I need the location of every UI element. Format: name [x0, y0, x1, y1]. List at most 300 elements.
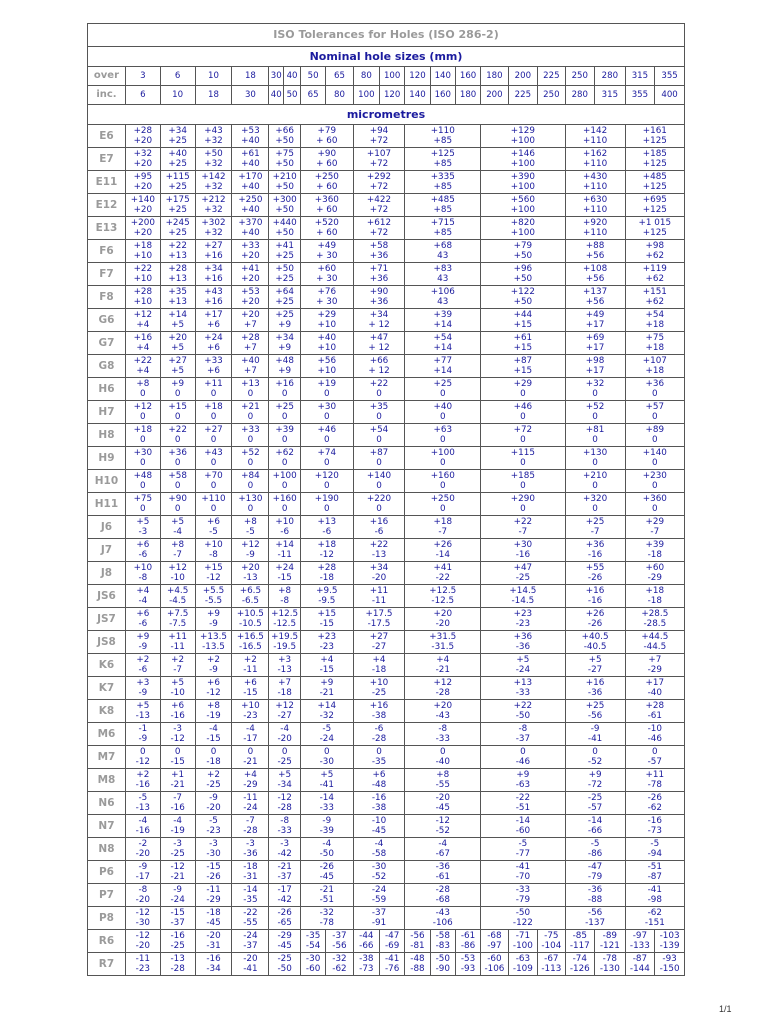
lower-deviation: +50	[513, 274, 533, 284]
tolerance-cell	[565, 447, 625, 470]
upper-deviation: -48	[410, 954, 425, 964]
upper-deviation: +292	[366, 172, 392, 182]
tolerance-cell	[160, 309, 195, 332]
lower-deviation: +4	[136, 320, 150, 330]
tolerance-class-label: M6	[88, 723, 126, 746]
upper-deviation: -78	[602, 954, 618, 964]
lower-deviation: +14	[433, 320, 453, 330]
table-row	[88, 723, 685, 746]
tolerance-cell	[300, 470, 353, 493]
lower-deviation: -28.5	[643, 619, 667, 629]
tolerance-cell	[125, 194, 160, 217]
upper-deviation: -8	[438, 724, 448, 734]
table-row	[88, 470, 685, 493]
upper-deviation: +79	[317, 126, 337, 136]
table-row	[88, 447, 685, 470]
tolerance-cell	[160, 838, 195, 861]
lower-deviation: -51	[515, 803, 531, 813]
upper-deviation: +71	[369, 264, 389, 274]
tolerance-cell	[160, 286, 195, 309]
upper-deviation: +16	[133, 333, 153, 343]
upper-deviation: -37	[332, 931, 347, 941]
tolerance-cell	[269, 332, 301, 355]
over-size-cell: 180	[481, 67, 508, 86]
tolerance-cell	[125, 884, 160, 907]
lower-deviation: 0	[324, 504, 330, 514]
tolerance-cell	[300, 194, 353, 217]
tolerance-cell	[565, 585, 625, 608]
upper-deviation: +6.5	[239, 586, 262, 596]
tolerance-cell	[300, 263, 353, 286]
tolerance-cell	[125, 631, 160, 654]
upper-deviation: -16	[647, 816, 662, 826]
tolerance-cell	[269, 171, 301, 194]
tolerance-cell	[269, 355, 301, 378]
lower-deviation: -139	[659, 941, 680, 951]
tolerance-cell	[405, 401, 481, 424]
lower-deviation: -54	[305, 941, 321, 951]
lower-deviation: -81	[410, 941, 425, 951]
upper-deviation: +12	[133, 310, 153, 320]
tolerance-cell	[232, 516, 269, 539]
upper-deviation: +68	[433, 241, 453, 251]
tolerance-cell	[195, 355, 232, 378]
upper-deviation: -56	[587, 908, 603, 918]
tolerance-cell	[125, 148, 160, 171]
upper-deviation: +61	[513, 333, 533, 343]
lower-deviation: -26	[206, 872, 221, 882]
table-row	[88, 148, 685, 171]
table-row	[88, 539, 685, 562]
upper-deviation: +9	[320, 678, 334, 688]
upper-deviation: +28	[241, 333, 260, 343]
tolerance-cell	[565, 723, 625, 746]
lower-deviation: -6	[138, 619, 148, 629]
upper-deviation: +46	[513, 402, 533, 412]
tolerance-cell	[232, 470, 269, 493]
upper-deviation: +95	[133, 172, 153, 182]
upper-deviation: +52	[585, 402, 605, 412]
tolerance-cell	[232, 125, 269, 148]
upper-deviation: +161	[642, 126, 667, 136]
lower-deviation: 0	[247, 412, 254, 422]
over-size-cell: 100	[380, 67, 405, 86]
upper-deviation: +25	[275, 402, 294, 412]
lower-deviation: +50	[513, 251, 533, 261]
upper-deviation: +27	[204, 241, 223, 251]
table-row	[88, 424, 685, 447]
lower-deviation: -48	[371, 780, 387, 790]
tolerance-class-label: E11	[88, 171, 126, 194]
lower-deviation: -15	[277, 573, 292, 583]
tolerance-cell	[160, 953, 195, 976]
tolerance-cell	[125, 769, 160, 792]
lower-deviation: +32	[204, 136, 223, 146]
tolerance-cell	[353, 263, 405, 286]
lower-deviation: -12.5	[273, 619, 297, 629]
upper-deviation: 0	[140, 747, 146, 757]
tolerance-cell	[430, 930, 455, 953]
upper-deviation: -6	[374, 724, 384, 734]
lower-deviation: -32	[319, 711, 334, 721]
lower-deviation: -18	[647, 550, 662, 560]
lower-deviation: -7	[173, 665, 183, 675]
upper-deviation: -58	[435, 931, 450, 941]
tolerance-cell	[125, 654, 160, 677]
inc-size-cell: 10	[160, 86, 195, 105]
lower-deviation: +72	[369, 228, 389, 238]
over-size-cell: 10	[195, 67, 232, 86]
lower-deviation: -93	[460, 964, 476, 974]
lower-deviation: +7	[243, 366, 257, 376]
tolerance-cell	[430, 953, 455, 976]
tolerance-cell	[565, 631, 625, 654]
upper-deviation: +20	[241, 310, 260, 320]
tolerance-cell	[269, 470, 301, 493]
upper-deviation: +20	[433, 701, 453, 711]
lower-deviation: +85	[433, 182, 453, 192]
tolerance-cell	[125, 378, 160, 401]
upper-deviation: +8	[243, 517, 257, 527]
upper-deviation: -16	[170, 931, 185, 941]
tolerance-cell	[125, 700, 160, 723]
upper-deviation: -5	[650, 839, 660, 849]
lower-deviation: -86	[587, 849, 603, 859]
upper-deviation: +60	[645, 563, 665, 573]
lower-deviation: -33	[277, 826, 292, 836]
lower-deviation: -43	[435, 711, 450, 721]
lower-deviation: +17	[585, 320, 605, 330]
lower-deviation: + 30	[316, 274, 338, 284]
inc-size-cell: 30	[232, 86, 269, 105]
lower-deviation: -20	[371, 573, 387, 583]
upper-deviation: +3	[278, 655, 292, 665]
lower-deviation: -23	[243, 711, 258, 721]
upper-deviation: +22	[168, 241, 187, 251]
lower-deviation: 0	[210, 435, 217, 445]
lower-deviation: -10	[170, 573, 185, 583]
tolerance-class-label: M7	[88, 746, 126, 769]
lower-deviation: -126	[569, 964, 590, 974]
upper-deviation: +200	[130, 218, 155, 228]
tolerance-class-label: H10	[88, 470, 126, 493]
upper-deviation: +90	[369, 287, 389, 297]
tolerance-cell	[125, 424, 160, 447]
tolerance-cell	[481, 332, 565, 355]
tolerance-cell	[160, 447, 195, 470]
upper-deviation: -17	[277, 885, 292, 895]
upper-deviation: +422	[366, 195, 392, 205]
upper-deviation: +63	[433, 425, 453, 435]
tolerance-class-label: E12	[88, 194, 126, 217]
tolerance-cell	[160, 148, 195, 171]
lower-deviation: +9	[278, 366, 292, 376]
tolerance-cell	[195, 378, 232, 401]
tolerance-cell	[300, 217, 353, 240]
tolerance-cell	[160, 654, 195, 677]
upper-deviation: -3	[246, 839, 255, 849]
tolerance-class-label: K8	[88, 700, 126, 723]
tolerance-cell	[300, 171, 353, 194]
inc-size-cell: 225	[508, 86, 538, 105]
upper-deviation: -16	[206, 954, 221, 964]
upper-deviation: +175	[165, 195, 190, 205]
lower-deviation: +110	[583, 159, 608, 169]
lower-deviation: +6	[207, 343, 220, 353]
lower-deviation: -18	[371, 665, 387, 675]
upper-deviation: -37	[371, 908, 387, 918]
lower-deviation: -33	[319, 803, 334, 813]
upper-deviation: +190	[314, 494, 339, 504]
iso-tolerance-table	[87, 23, 685, 976]
upper-deviation: +162	[583, 149, 608, 159]
lower-deviation: 0	[520, 389, 526, 399]
table-row	[88, 585, 685, 608]
tolerance-cell	[353, 171, 405, 194]
lower-deviation: -18	[647, 596, 662, 606]
tolerance-cell	[565, 907, 625, 930]
tolerance-cell	[405, 723, 481, 746]
lower-deviation: -28	[435, 688, 450, 698]
upper-deviation: +31.5	[429, 632, 457, 642]
lower-deviation: -109	[512, 964, 533, 974]
tolerance-cell	[481, 309, 565, 332]
tolerance-cell	[195, 401, 232, 424]
tolerance-cell	[565, 148, 625, 171]
inc-size-cell: 18	[195, 86, 232, 105]
tolerance-cell	[508, 930, 538, 953]
tolerance-cell	[125, 355, 160, 378]
tolerance-cell	[269, 884, 301, 907]
lower-deviation: 0	[281, 412, 288, 422]
lower-deviation: +56	[585, 297, 605, 307]
lower-deviation: -55	[243, 918, 258, 928]
upper-deviation: -7	[173, 793, 183, 803]
lower-deviation: -28	[243, 826, 258, 836]
tolerance-cell	[565, 953, 595, 976]
lower-deviation: -10.5	[239, 619, 262, 629]
lower-deviation: 43	[437, 297, 449, 307]
tolerance-class-label: H11	[88, 493, 126, 516]
lower-deviation: -77	[515, 849, 531, 859]
lower-deviation: -137	[585, 918, 606, 928]
tolerance-class-label: J7	[88, 539, 126, 562]
tolerance-cell	[481, 654, 565, 677]
tolerance-cell	[353, 539, 405, 562]
upper-deviation: +7.5	[166, 609, 189, 619]
tolerance-cell	[481, 401, 565, 424]
lower-deviation: -6	[374, 527, 384, 537]
lower-deviation: -79	[515, 895, 531, 905]
tolerance-cell	[195, 286, 232, 309]
upper-deviation: +2	[136, 770, 150, 780]
tolerance-cell	[160, 608, 195, 631]
lower-deviation: 0	[324, 389, 330, 399]
lower-deviation: -6	[138, 665, 148, 675]
upper-deviation: +300	[272, 195, 297, 205]
upper-deviation: +142	[201, 172, 226, 182]
tolerance-cell	[195, 194, 232, 217]
tolerance-cell	[160, 424, 195, 447]
tolerance-cell	[125, 447, 160, 470]
lower-deviation: -46	[515, 757, 531, 767]
lower-deviation: -106	[432, 918, 453, 928]
upper-deviation: +47	[513, 563, 533, 573]
lower-deviation: 0	[174, 412, 181, 422]
upper-deviation: +10	[241, 701, 260, 711]
upper-deviation: -4	[246, 724, 255, 734]
lower-deviation: -16	[170, 711, 185, 721]
lower-deviation: -16	[170, 803, 185, 813]
tolerance-cell	[300, 746, 353, 769]
lower-deviation: -9	[209, 619, 218, 629]
lower-deviation: -122	[512, 918, 533, 928]
tolerance-cell	[160, 240, 195, 263]
tolerance-cell	[300, 654, 353, 677]
tolerance-cell	[565, 171, 625, 194]
tolerance-cell	[405, 309, 481, 332]
tolerance-cell	[405, 194, 481, 217]
tolerance-class-label: N8	[88, 838, 126, 861]
lower-deviation: +72	[369, 182, 389, 192]
upper-deviation: +58	[168, 471, 187, 481]
lower-deviation: -117	[569, 941, 590, 951]
upper-deviation: +9	[588, 770, 602, 780]
lower-deviation: -17.5	[367, 619, 391, 629]
upper-deviation: +27	[369, 632, 389, 642]
lower-deviation: +7	[243, 343, 257, 353]
tolerance-cell	[625, 608, 684, 631]
upper-deviation: -50	[515, 908, 531, 918]
upper-deviation: +12	[241, 540, 260, 550]
lower-deviation: 0	[140, 481, 146, 491]
upper-deviation: -3	[173, 724, 183, 734]
lower-deviation: -144	[629, 964, 650, 974]
tolerance-cell	[353, 907, 405, 930]
upper-deviation: +100	[272, 471, 297, 481]
lower-deviation: -15	[319, 619, 334, 629]
lower-deviation: -7	[650, 527, 660, 537]
upper-deviation: +54	[645, 310, 665, 320]
lower-deviation: + 60	[316, 182, 338, 192]
lower-deviation: +16	[204, 297, 223, 307]
table-row	[88, 861, 685, 884]
lower-deviation: -24	[515, 665, 531, 675]
tolerance-cell	[160, 930, 195, 953]
tolerance-cell	[195, 884, 232, 907]
tolerance-cell	[353, 194, 405, 217]
upper-deviation: +12	[275, 701, 294, 711]
upper-deviation: +28	[645, 701, 665, 711]
upper-deviation: +920	[583, 218, 608, 228]
tolerance-cell	[405, 171, 481, 194]
lower-deviation: -61	[435, 872, 450, 882]
tolerance-class-label: JS8	[88, 631, 126, 654]
upper-deviation: -75	[544, 931, 559, 941]
upper-deviation: -44	[359, 931, 374, 941]
lower-deviation: -50	[319, 849, 334, 859]
upper-deviation: +160	[272, 494, 297, 504]
lower-deviation: 0	[247, 389, 254, 399]
upper-deviation: +25	[585, 701, 605, 711]
tolerance-cell	[232, 654, 269, 677]
upper-deviation: +4	[243, 770, 257, 780]
tolerance-cell	[195, 217, 232, 240]
upper-deviation: +21	[241, 402, 260, 412]
lower-deviation: +56	[585, 251, 605, 261]
tolerance-cell	[125, 608, 160, 631]
tolerance-cell	[353, 585, 405, 608]
upper-deviation: +60	[317, 264, 337, 274]
lower-deviation: -6	[322, 527, 332, 537]
tolerance-cell	[405, 608, 481, 631]
tolerance-cell	[481, 516, 565, 539]
lower-deviation: -8	[280, 596, 290, 606]
upper-deviation: -9	[138, 862, 148, 872]
upper-deviation: +84	[241, 471, 260, 481]
tolerance-cell	[269, 217, 301, 240]
lower-deviation: 0	[140, 412, 146, 422]
table-row	[88, 815, 685, 838]
upper-deviation: -41	[647, 885, 662, 895]
upper-deviation: +35	[168, 287, 187, 297]
upper-deviation: +33	[241, 241, 260, 251]
lower-deviation: -35	[243, 895, 258, 905]
upper-deviation: +5	[171, 678, 185, 688]
tolerance-cell	[625, 838, 684, 861]
tolerance-cell	[195, 332, 232, 355]
upper-deviation: +28.5	[641, 609, 669, 619]
lower-deviation: -38	[371, 711, 387, 721]
upper-deviation: -20	[206, 931, 221, 941]
lower-deviation: -76	[384, 964, 400, 974]
lower-deviation: +62	[645, 297, 665, 307]
upper-deviation: +54	[433, 333, 453, 343]
upper-deviation: +13	[241, 379, 260, 389]
upper-deviation: +36	[168, 448, 187, 458]
lower-deviation: +20	[133, 205, 153, 215]
upper-deviation: +250	[430, 494, 455, 504]
tolerance-cell	[565, 700, 625, 723]
upper-deviation: -20	[435, 793, 450, 803]
lower-deviation: -25	[206, 780, 221, 790]
tolerance-cell	[405, 378, 481, 401]
tolerance-cell	[565, 539, 625, 562]
over-size-cell: 140	[430, 67, 455, 86]
tolerance-cell	[565, 516, 625, 539]
lower-deviation: -79	[587, 872, 603, 882]
lower-deviation: 0	[592, 504, 598, 514]
lower-deviation: -104	[541, 941, 562, 951]
lower-deviation: -150	[659, 964, 680, 974]
tolerance-cell	[300, 539, 353, 562]
upper-deviation: +69	[585, 333, 605, 343]
tolerance-cell	[565, 378, 625, 401]
tolerance-cell	[300, 516, 353, 539]
tolerance-cell	[232, 953, 269, 976]
inc-size-cell: 65	[300, 86, 325, 105]
tolerance-cell	[353, 631, 405, 654]
tolerance-cell	[300, 447, 353, 470]
lower-deviation: -34	[206, 964, 221, 974]
upper-deviation: +4	[320, 655, 334, 665]
tolerance-cell	[195, 562, 232, 585]
tolerance-cell	[232, 677, 269, 700]
lower-deviation: 0	[324, 435, 330, 445]
lower-deviation: -39	[319, 826, 334, 836]
lower-deviation: -21	[170, 872, 185, 882]
tolerance-cell	[125, 792, 160, 815]
